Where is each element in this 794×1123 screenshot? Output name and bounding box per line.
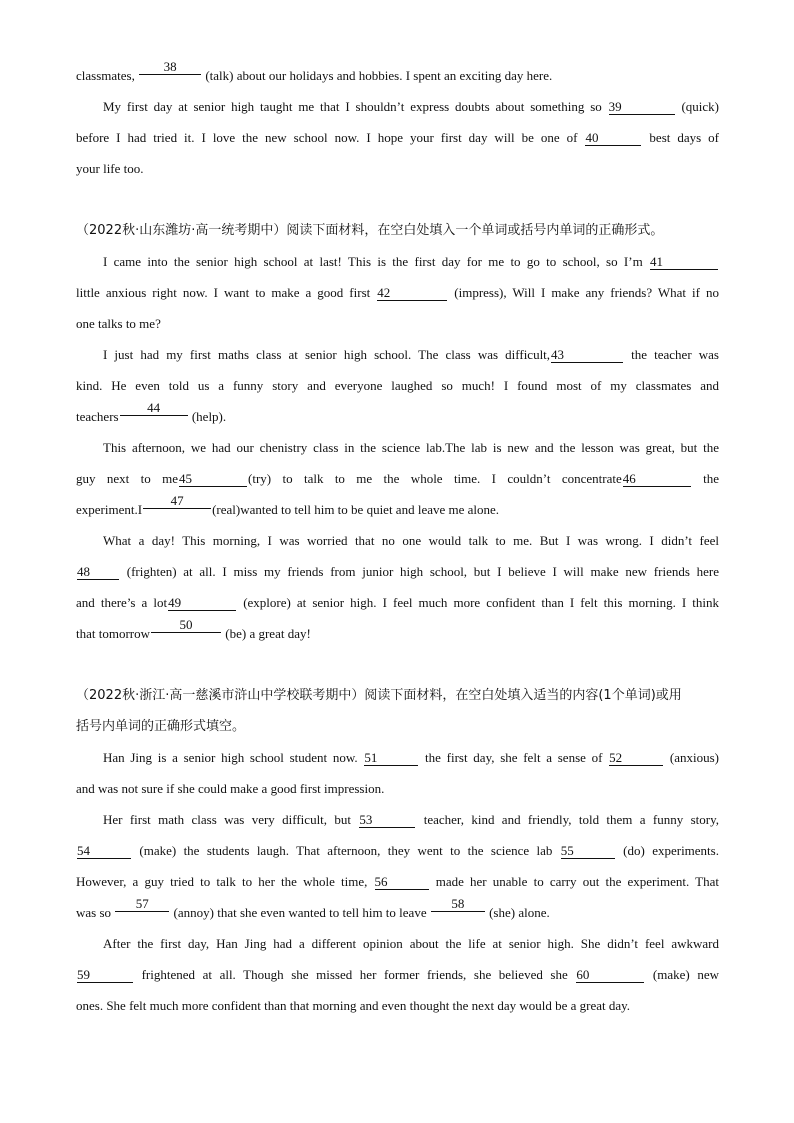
paragraph-p5 bbox=[76, 525, 719, 649]
paragraph-p3 bbox=[76, 339, 719, 432]
text-line bbox=[76, 370, 719, 401]
text-line bbox=[76, 60, 719, 91]
text-segment: (make) new bbox=[645, 967, 719, 982]
text-segment: made her unable to carry out the experiment. That bbox=[429, 874, 719, 889]
answer-blank[interactable]: 47 bbox=[143, 494, 211, 509]
answer-blank[interactable]: 59 bbox=[77, 968, 133, 983]
text-line bbox=[76, 91, 719, 122]
text-segment: that tomorrow bbox=[76, 626, 151, 641]
text-segment: (quick) bbox=[675, 99, 719, 114]
text-segment: one talks to me? bbox=[76, 316, 161, 331]
text-line bbox=[76, 804, 719, 835]
text-segment: I just had my first maths class at senior high school. The class was difficult, bbox=[103, 347, 551, 362]
answer-blank[interactable]: 53 bbox=[359, 813, 415, 828]
text-segment: (real)wanted to tell him to be quiet and leave me alone. bbox=[212, 502, 500, 517]
answer-blank[interactable]: 58 bbox=[431, 897, 485, 912]
answer-blank[interactable]: 42 bbox=[377, 286, 447, 301]
paragraph-p8 bbox=[76, 928, 719, 1021]
answer-blank[interactable]: 44 bbox=[120, 401, 188, 416]
text-segment: (she) alone. bbox=[485, 905, 550, 920]
text-segment: little anxious right now. I want to make a good first bbox=[76, 285, 377, 300]
answer-blank[interactable]: 41 bbox=[650, 255, 718, 270]
text-line bbox=[76, 308, 719, 339]
text-segment: (impress), Will I make any friends? What if no bbox=[448, 285, 719, 300]
answer-blank[interactable]: 56 bbox=[375, 875, 429, 890]
text-segment: teachers bbox=[76, 409, 119, 424]
text-segment: (try) to talk to me the whole time. I couldn’t concentrate bbox=[248, 471, 622, 486]
text-segment: What a day! This morning, I was worried that no one would talk to me. But I was wrong. I didn’t feel bbox=[103, 533, 719, 548]
paragraph-p2 bbox=[76, 246, 719, 339]
text-segment: teacher, kind and friendly, told them a funny story, bbox=[416, 812, 719, 827]
paragraph-p0 bbox=[76, 60, 719, 91]
text-segment: your life too. bbox=[76, 161, 144, 176]
document-page bbox=[76, 60, 719, 1021]
text-segment: guy next to me bbox=[76, 471, 178, 486]
paragraph-p7 bbox=[76, 804, 719, 928]
text-segment: (do) experiments. bbox=[615, 843, 719, 858]
text-line bbox=[76, 742, 719, 773]
text-segment: the teacher was bbox=[624, 347, 719, 362]
text-segment: before I had tried it. I love the new school now. I hope your first day will be one of bbox=[76, 130, 585, 145]
answer-blank[interactable]: 55 bbox=[561, 844, 615, 859]
text-segment: My first day at senior high taught me that I shouldn’t express doubts about something so bbox=[103, 99, 608, 114]
answer-blank[interactable]: 46 bbox=[623, 472, 691, 487]
answer-blank[interactable]: 38 bbox=[139, 60, 201, 75]
text-line bbox=[76, 494, 719, 525]
paragraph-p6 bbox=[76, 742, 719, 804]
text-line bbox=[76, 897, 719, 928]
text-segment: Han Jing is a senior high school student now. bbox=[103, 750, 364, 765]
section-gap bbox=[76, 184, 719, 215]
text-segment: (help). bbox=[188, 409, 227, 424]
text-segment: experiment.I bbox=[76, 502, 143, 517]
text-line bbox=[76, 463, 719, 494]
answer-blank[interactable]: 50 bbox=[151, 618, 221, 633]
text-segment: (talk) about our holidays and hobbies. I spent an exciting day here. bbox=[202, 68, 553, 83]
text-segment: frightened at all. Though she missed her former friends, she believed she bbox=[134, 967, 576, 982]
answer-blank[interactable]: 60 bbox=[576, 968, 644, 983]
text-line bbox=[76, 618, 719, 649]
answer-blank[interactable]: 48 bbox=[77, 565, 119, 580]
text-segment: classmates, bbox=[76, 68, 139, 83]
text-line bbox=[76, 587, 719, 618]
text-segment: (frighten) at all. I miss my friends from junior high school, but I believe I will make new friends here bbox=[120, 564, 719, 579]
text-line bbox=[76, 339, 719, 370]
text-line bbox=[76, 432, 719, 463]
section-gap bbox=[76, 649, 719, 680]
text-line bbox=[76, 773, 719, 804]
text-line bbox=[76, 959, 719, 990]
text-segment: was so bbox=[76, 905, 115, 920]
text-segment: (make) the students laugh. That afternoon, they went to the science lab bbox=[132, 843, 560, 858]
text-segment: (be) a great day! bbox=[222, 626, 311, 641]
text-line bbox=[76, 866, 719, 897]
text-line bbox=[76, 990, 719, 1021]
text-segment: (anxious) bbox=[664, 750, 719, 765]
answer-blank[interactable]: 43 bbox=[551, 348, 623, 363]
text-line bbox=[76, 525, 719, 556]
text-segment: After the first day, Han Jing had a different opinion about the life at senior high. She didn’t feel awkward bbox=[103, 936, 719, 951]
text-line bbox=[76, 556, 719, 587]
answer-blank[interactable]: 49 bbox=[168, 596, 236, 611]
text-segment: kind. He even told us a funny story and everyone laughed so much! I found most of my classmates and bbox=[76, 378, 719, 393]
text-line bbox=[76, 122, 719, 153]
answer-blank[interactable]: 45 bbox=[179, 472, 247, 487]
text-segment: ones. She felt much more confident than that morning and even thought the next day would be a great day. bbox=[76, 998, 631, 1013]
section-heading-2b: 括号内单词的正确形式填空。 bbox=[76, 719, 246, 734]
text-segment: and was not sure if she could make a good first impression. bbox=[76, 781, 385, 796]
section-heading-2a: （2022秋·浙江·高一慈溪市浒山中学校联考期中）阅读下面材料，在空白处填入适当的内容(1个单词)或用 bbox=[76, 688, 682, 703]
paragraph-p4 bbox=[76, 432, 719, 525]
text-segment: However, a guy tried to talk to her the whole time, bbox=[76, 874, 374, 889]
text-line bbox=[76, 153, 719, 184]
text-segment: I came into the senior high school at last! This is the first day for me to go to school, so I’m bbox=[103, 254, 649, 269]
answer-blank[interactable]: 39 bbox=[609, 100, 675, 115]
text-line bbox=[76, 928, 719, 959]
answer-blank[interactable]: 52 bbox=[609, 751, 663, 766]
answer-blank[interactable]: 40 bbox=[585, 131, 641, 146]
text-segment: (explore) at senior high. I feel much more confident than I felt this morning. I think bbox=[237, 595, 719, 610]
text-segment: the bbox=[691, 471, 719, 486]
text-segment: the first day, she felt a sense of bbox=[419, 750, 609, 765]
text-line bbox=[76, 246, 719, 277]
text-line bbox=[76, 401, 719, 432]
text-line bbox=[76, 277, 719, 308]
text-line bbox=[76, 835, 719, 866]
answer-blank[interactable]: 54 bbox=[77, 844, 131, 859]
text-segment: This afternoon, we had our chenistry class in the science lab.The lab is new and the lesson was great, but the bbox=[103, 440, 719, 455]
text-segment: (annoy) that she even wanted to tell him to leave bbox=[170, 905, 430, 920]
answer-blank[interactable]: 51 bbox=[364, 751, 418, 766]
section-heading-1: （2022秋·山东潍坊·高一统考期中）阅读下面材料，在空白处填入一个单词或括号内单词的正确形式。 bbox=[76, 223, 664, 238]
text-segment: best days of bbox=[642, 130, 719, 145]
answer-blank[interactable]: 57 bbox=[115, 897, 169, 912]
text-segment: and there’s a lot bbox=[76, 595, 168, 610]
text-segment: Her first math class was very difficult, but bbox=[103, 812, 359, 827]
paragraph-p1 bbox=[76, 91, 719, 184]
